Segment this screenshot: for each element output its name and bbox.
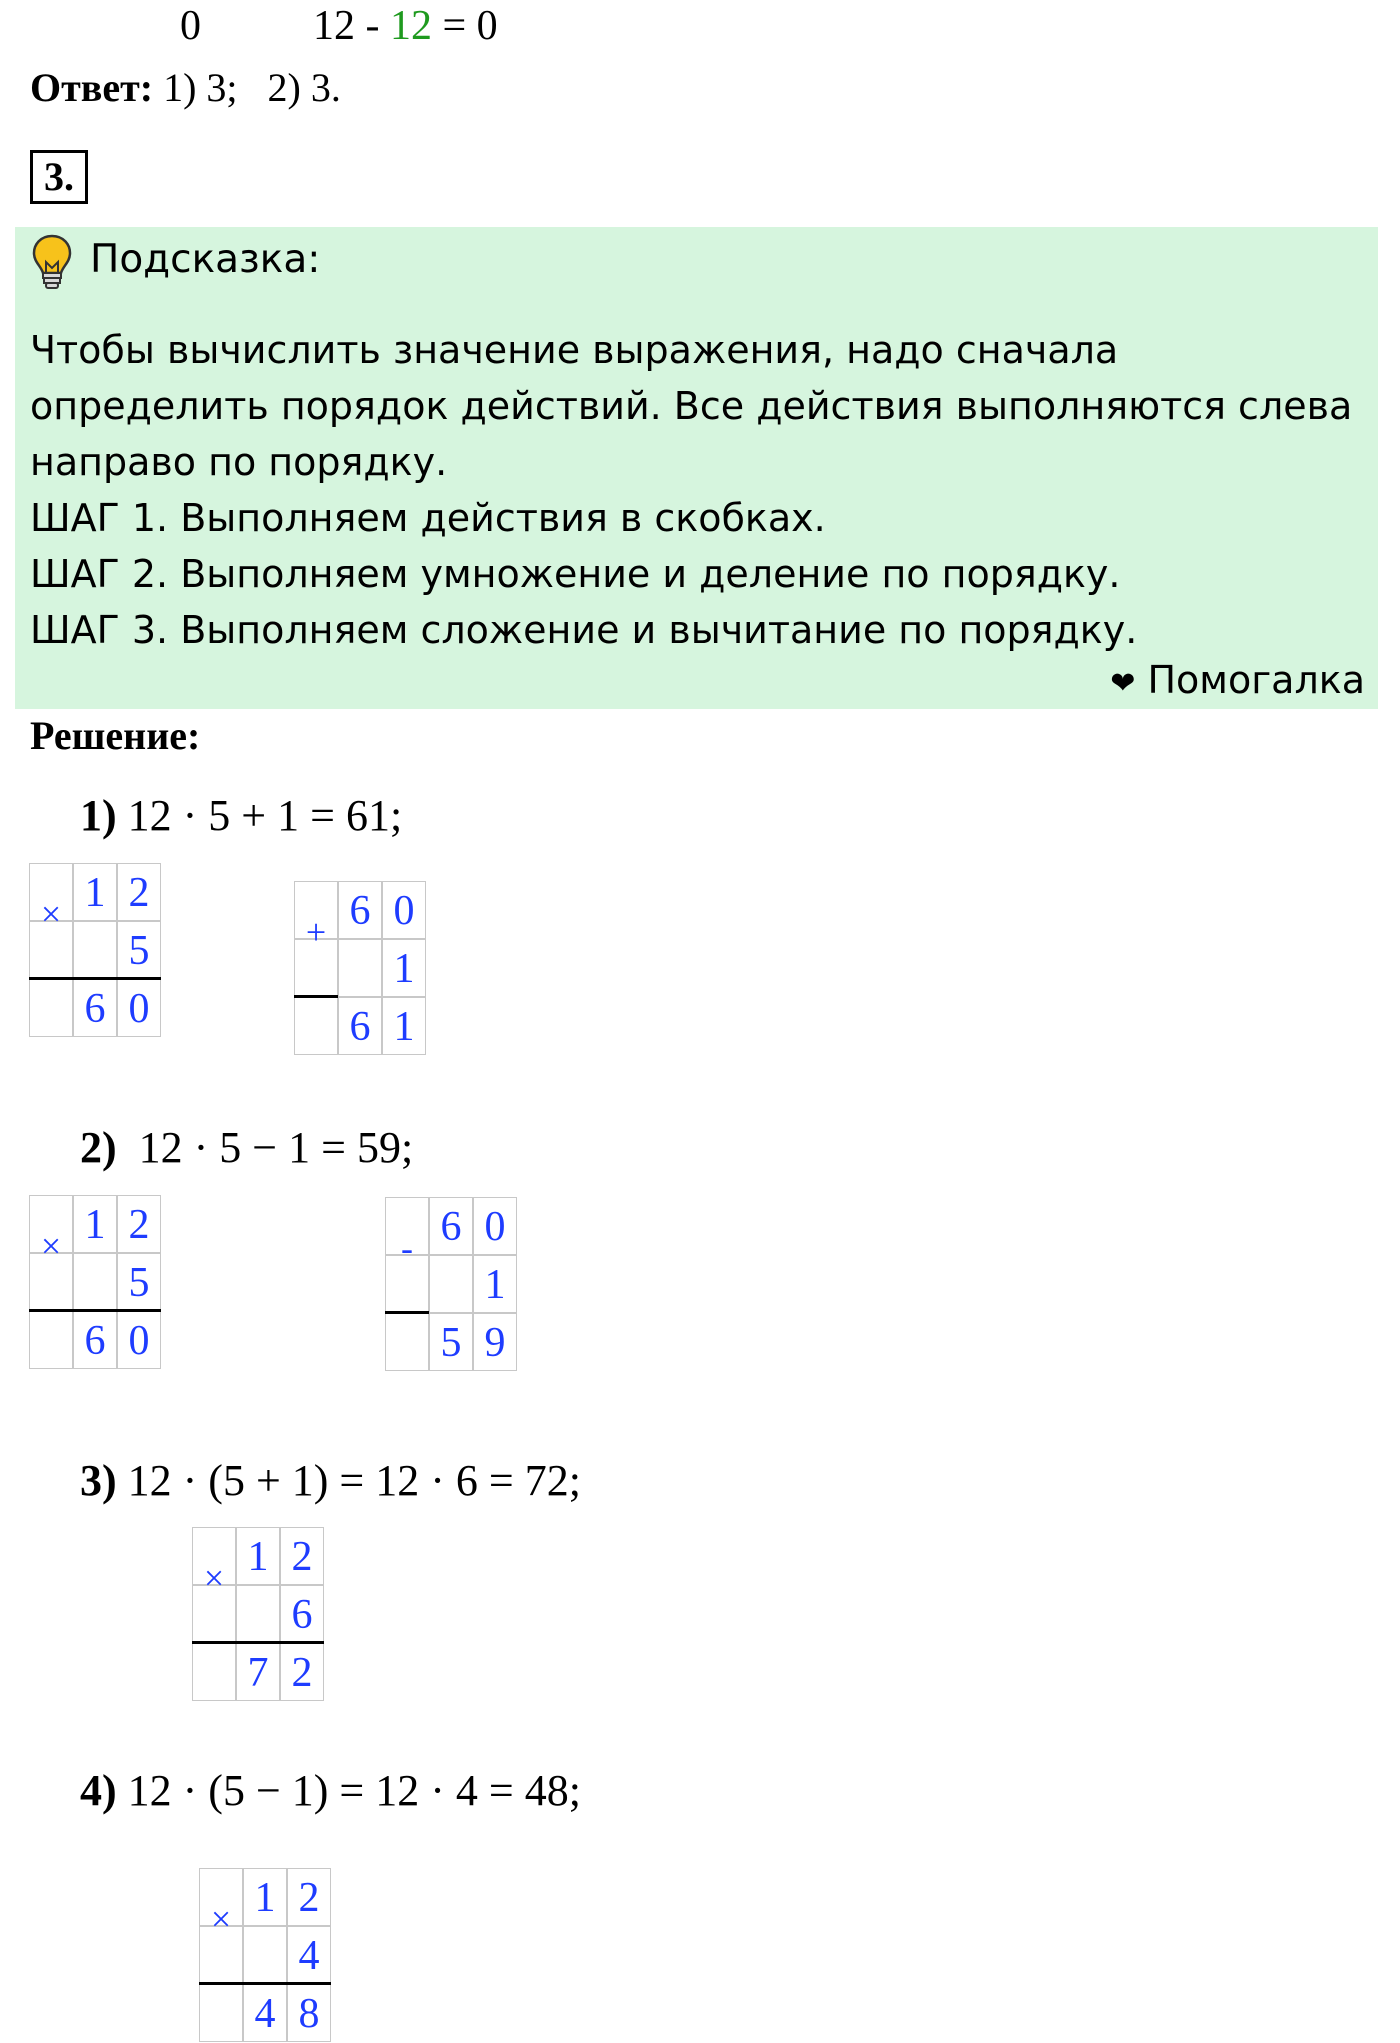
digit-cell: 1 — [73, 1195, 117, 1253]
step-text: Выполняем умножение и деление по порядку. — [168, 552, 1121, 596]
grid-cell — [192, 1643, 236, 1701]
step-label: ШАГ 3. — [30, 608, 169, 652]
item-number: 1) — [80, 791, 117, 840]
digit-cell — [338, 939, 382, 997]
digit-cell: 6 — [73, 979, 117, 1037]
digit-cell: 1 — [73, 863, 117, 921]
digit-cell: 9 — [473, 1313, 517, 1371]
digit-cell: 1 — [236, 1527, 280, 1585]
hint-step-2 — [30, 546, 1360, 602]
digit-cell — [243, 1926, 287, 1984]
grid-cell — [199, 1984, 243, 2042]
digit-cell: 2 — [280, 1643, 324, 1701]
item-number: 2) — [80, 1123, 117, 1172]
hint-paragraph: Чтобы вычислить значение выражения, надо сначала определить порядок действий. Все действия выполняются слева направо по порядку. — [30, 328, 1353, 484]
digit-cell: 0 — [117, 1311, 161, 1369]
item-expression: 12 · 5 + 1 = 61; — [116, 791, 403, 840]
solution-item-4 — [80, 1765, 581, 1816]
digit-cell: 5 — [117, 921, 161, 979]
result-line — [192, 1641, 324, 1644]
digit-cell: 0 — [117, 979, 161, 1037]
result-line — [294, 995, 338, 998]
digit-cell: 4 — [243, 1984, 287, 2042]
task-number: 3. — [30, 150, 88, 204]
top-line-zero: 0 — [180, 3, 201, 49]
digit-cell: 2 — [117, 863, 161, 921]
digit-cell — [73, 1253, 117, 1311]
hint-step-1 — [30, 490, 1360, 546]
digit-cell — [429, 1255, 473, 1313]
grid-cell — [385, 1313, 429, 1371]
answer-line — [30, 64, 341, 111]
item-number: 3) — [80, 1456, 117, 1505]
digit-cell — [236, 1585, 280, 1643]
item-expression: 12 · 5 − 1 = 59; — [116, 1123, 414, 1172]
digit-cell: 0 — [473, 1197, 517, 1255]
hint-text — [30, 322, 1360, 658]
step-label: ШАГ 1. — [30, 496, 169, 540]
digit-cell: 1 — [382, 939, 426, 997]
digit-cell: 6 — [338, 997, 382, 1055]
result-line — [29, 977, 161, 980]
signature-text: Помогалка — [1147, 658, 1365, 702]
digit-cell: 5 — [429, 1313, 473, 1371]
digit-cell: 6 — [429, 1197, 473, 1255]
heart-icon: ❤ — [1110, 666, 1136, 701]
item-expression: 12 · (5 + 1) = 12 · 6 = 72; — [116, 1456, 581, 1505]
expr-part-b: = 0 — [432, 3, 498, 49]
answer-label: Ответ: — [30, 65, 154, 110]
digit-cell: 0 — [382, 881, 426, 939]
grid-cell — [29, 979, 73, 1037]
result-line — [199, 1982, 331, 1985]
digit-cell: 1 — [243, 1868, 287, 1926]
digit-cell: 2 — [117, 1195, 161, 1253]
hint-step-3 — [30, 602, 1360, 658]
operator-sign: + — [305, 912, 327, 952]
grid-cell — [29, 1311, 73, 1369]
expr-part-a: 12 - — [313, 3, 390, 49]
item-expression: 12 · (5 − 1) = 12 · 4 = 48; — [116, 1766, 581, 1815]
grid-cell — [294, 997, 338, 1055]
step-text: Выполняем сложение и вычитание по порядку. — [168, 608, 1138, 652]
digit-cell: 6 — [280, 1585, 324, 1643]
digit-cell: 1 — [473, 1255, 517, 1313]
digit-cell: 5 — [117, 1253, 161, 1311]
digit-cell: 8 — [287, 1984, 331, 2042]
operator-sign: - — [401, 1228, 413, 1268]
solution-item-2 — [80, 1122, 413, 1173]
digit-cell: 7 — [236, 1643, 280, 1701]
digit-cell: 2 — [287, 1868, 331, 1926]
answer-text: 1) 3; 2) 3. — [153, 65, 341, 110]
step-label: ШАГ 2. — [30, 552, 169, 596]
hint-title: Подсказка: — [90, 237, 321, 282]
digit-cell: 6 — [73, 1311, 117, 1369]
operator-sign: × — [40, 894, 62, 934]
digit-cell: 4 — [287, 1926, 331, 1984]
top-line-expression — [313, 2, 498, 50]
solution-item-1 — [80, 790, 402, 841]
step-text: Выполняем действия в скобках. — [168, 496, 826, 540]
digit-cell: 6 — [338, 881, 382, 939]
digit-cell — [73, 921, 117, 979]
digit-cell: 2 — [280, 1527, 324, 1585]
result-line — [385, 1311, 429, 1314]
operator-sign: × — [210, 1899, 232, 1939]
expr-green-number: 12 — [390, 3, 432, 49]
lightbulb-icon — [30, 232, 74, 292]
item-number: 4) — [80, 1766, 117, 1815]
operator-sign: × — [203, 1558, 225, 1598]
digit-cell: 1 — [382, 997, 426, 1055]
solution-item-3 — [80, 1455, 581, 1506]
operator-sign: × — [40, 1226, 62, 1266]
signature — [1110, 658, 1365, 702]
solution-title: Решение: — [30, 713, 201, 758]
result-line — [29, 1309, 161, 1312]
